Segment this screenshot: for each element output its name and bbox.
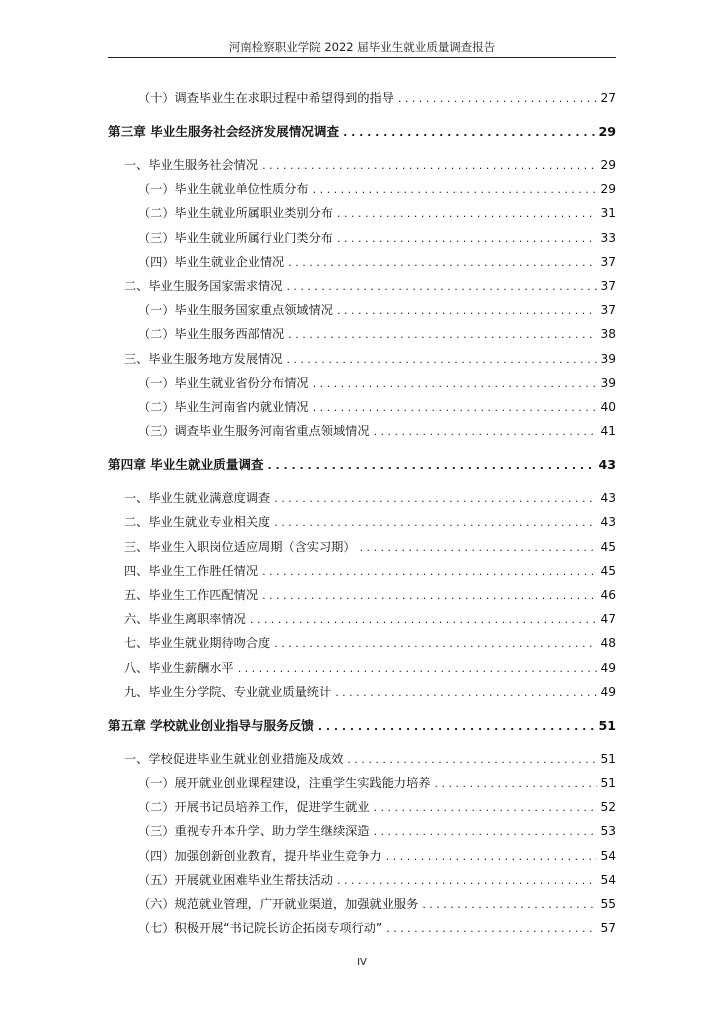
toc-entry-page: 43 — [600, 515, 616, 530]
running-header: 河南检察职业学院 2022 届毕业生就业质量调查报告 — [228, 40, 496, 54]
toc-entry-page: 54 — [600, 872, 616, 887]
toc-entry-page: 49 — [600, 660, 616, 675]
toc-subsection-entry[interactable] — [108, 326, 616, 343]
toc-section-entry[interactable] — [108, 514, 616, 531]
toc-entry-title: 二、毕业生服务国家需求情况 — [124, 279, 283, 293]
toc-entry-page: 55 — [600, 897, 616, 911]
toc-leader-dots — [238, 661, 598, 677]
toc-chapter-entry[interactable] — [108, 457, 616, 474]
toc-entry-title: 六、毕业生离职率情况 — [124, 612, 246, 627]
toc-leader-dots — [337, 206, 597, 222]
page-number: IV — [357, 957, 367, 968]
toc-entry-page: 53 — [600, 824, 616, 839]
toc-chapter-entry[interactable] — [108, 124, 616, 141]
toc-leader-dots — [286, 352, 597, 368]
toc-subsection-entry[interactable] — [108, 302, 616, 319]
toc-entry-title: （三）毕业生就业所属行业门类分布 — [138, 230, 333, 245]
toc-leader-dots — [274, 636, 597, 652]
toc-leader-dots — [337, 231, 597, 247]
toc-leader-dots — [347, 752, 597, 768]
toc-leader-dots — [262, 564, 597, 580]
toc-subsection-entry[interactable] — [108, 423, 616, 440]
toc-entry-page: 45 — [600, 539, 616, 554]
toc-leader-dots — [313, 182, 598, 198]
toc-leader-dots — [386, 849, 598, 865]
toc-leader-dots — [386, 921, 597, 937]
toc-entry-title: （六）规范就业管理，广开就业渠道，加强就业服务 — [138, 897, 419, 911]
toc-entry-page: 33 — [600, 230, 616, 245]
toc-leader-dots — [337, 303, 597, 319]
toc-entry-title: （一）毕业生就业单位性质分布 — [138, 182, 309, 197]
toc-entry-page: 51 — [598, 717, 616, 733]
toc-entry-page: 41 — [600, 424, 616, 439]
toc-entry-title: 三、毕业生入职岗位适应周期（含实习期） — [124, 539, 356, 554]
toc-entry-page: 38 — [600, 327, 616, 342]
toc-section-entry[interactable] — [108, 539, 616, 556]
toc-subsection-entry[interactable] — [108, 254, 616, 271]
toc-leader-dots — [360, 540, 598, 556]
toc-entry-page: 51 — [600, 776, 616, 790]
toc-entry-page: 43 — [598, 457, 616, 473]
toc-entry-page: 29 — [598, 124, 616, 139]
toc-entry-title: （二）毕业生河南省内就业情况 — [138, 400, 309, 414]
toc-entry-title: 第五章 学校就业创业指导与服务反馈 — [108, 717, 314, 733]
toc-entry-title: （三）重视专升本升学、助力学生继续深造 — [138, 824, 370, 839]
toc-leader-dots — [286, 279, 597, 295]
toc-entry-title: 三、毕业生服务地方发展情况 — [124, 351, 283, 366]
toc-entry-page: 39 — [600, 351, 616, 366]
toc-subsection-entry[interactable] — [108, 896, 616, 913]
toc-entry-title: 八、毕业生薪酬水平 — [124, 660, 234, 675]
toc-entry-title: 九、毕业生分学院、专业就业质量统计 — [124, 684, 332, 699]
toc-subsection-entry[interactable] — [108, 823, 616, 840]
toc-section-entry[interactable] — [108, 490, 616, 507]
toc-entry-page: 27 — [600, 91, 616, 105]
toc-entry-page: 45 — [600, 563, 616, 578]
toc-leader-dots — [374, 424, 598, 440]
toc-entry-title: （二）开展书记员培养工作，促进学生就业 — [138, 800, 370, 815]
toc-entry-page: 39 — [600, 375, 616, 390]
toc-section-entry[interactable] — [108, 751, 616, 768]
toc-leader-dots — [435, 776, 598, 792]
toc-leader-dots — [274, 491, 597, 507]
toc-entry-page: 48 — [600, 636, 616, 651]
toc-section-entry[interactable] — [108, 278, 616, 295]
toc-entry-page: 29 — [600, 158, 616, 172]
toc-subsection-entry[interactable] — [108, 230, 616, 247]
toc-entry-title: 一、学校促进毕业生就业创业措施及成效 — [124, 751, 344, 766]
toc-entry-title: （四）加强创新创业教育，提升毕业生竞争力 — [138, 848, 382, 863]
toc-leader-dots — [343, 125, 595, 141]
toc-entry-title: （四）毕业生就业企业情况 — [138, 254, 285, 269]
toc-leader-dots — [374, 824, 598, 840]
toc-section-entry[interactable] — [108, 684, 616, 701]
toc-entry-title: （五）开展就业困难毕业生帮扶活动 — [138, 872, 333, 887]
toc-entry-title: （一）毕业生就业省份分布情况 — [138, 375, 309, 390]
toc-section-entry[interactable] — [108, 660, 616, 677]
toc-subsection-entry[interactable] — [108, 205, 616, 222]
toc-section-entry[interactable] — [108, 587, 616, 604]
toc-leader-dots — [313, 376, 598, 392]
toc-entry-title: （七）积极开展“书记院长访企拓岗专项行动” — [138, 921, 383, 936]
toc-entry-title: 一、毕业生就业满意度调查 — [124, 491, 271, 506]
toc-section-entry[interactable] — [108, 611, 616, 628]
toc-leader-dots — [313, 400, 598, 416]
toc-entry-page: 57 — [600, 921, 616, 936]
toc-entry-title: （一）毕业生服务国家重点领域情况 — [138, 303, 333, 318]
toc-leader-dots — [288, 327, 597, 343]
toc-subsection-entry[interactable] — [108, 920, 616, 937]
toc-entry-page: 31 — [600, 206, 616, 221]
toc-subsection-entry[interactable] — [108, 775, 616, 792]
toc-entry-title: 二、毕业生就业专业相关度 — [124, 515, 271, 530]
toc-leader-dots — [274, 515, 597, 531]
toc-leader-dots — [337, 873, 597, 889]
toc-leader-dots — [262, 588, 597, 604]
toc-entry-title: 一、毕业生服务社会情况 — [124, 158, 259, 172]
toc-leader-dots — [262, 158, 597, 174]
toc-leader-dots — [398, 91, 598, 107]
toc-entry-title: （三）调查毕业生服务河南省重点领域情况 — [138, 424, 370, 439]
toc-leader-dots — [318, 719, 596, 735]
toc-leader-dots — [250, 612, 598, 628]
toc-entry-page: 52 — [600, 800, 616, 815]
toc-entry-title: 七、毕业生就业期待吻合度 — [124, 636, 271, 651]
toc-subsection-entry[interactable] — [108, 90, 616, 107]
toc-entry-page: 29 — [600, 182, 616, 197]
toc-leader-dots — [288, 255, 597, 271]
header-divider — [108, 57, 616, 58]
toc-entry-page: 49 — [600, 684, 616, 699]
toc-section-entry[interactable] — [108, 157, 616, 174]
toc-entry-page: 43 — [600, 491, 616, 506]
toc-section-entry[interactable] — [108, 563, 616, 580]
toc-entry-page: 47 — [600, 612, 616, 627]
toc-entry-title: 第四章 毕业生就业质量调查 — [108, 457, 264, 473]
toc-chapter-entry[interactable] — [108, 718, 616, 735]
toc-entry-page: 54 — [600, 848, 616, 863]
toc-entry-title: 第三章 毕业生服务社会经济发展情况调查 — [108, 124, 340, 139]
toc-entry-page: 37 — [600, 279, 616, 293]
toc-subsection-entry[interactable] — [108, 799, 616, 816]
toc-subsection-entry[interactable] — [108, 848, 616, 865]
toc-entry-title: （十）调查毕业生在求职过程中希望得到的指导 — [138, 91, 394, 105]
toc-subsection-entry[interactable] — [108, 181, 616, 198]
toc-subsection-entry[interactable] — [108, 399, 616, 416]
toc-subsection-entry[interactable] — [108, 872, 616, 889]
toc-entry-title: （一）展开就业创业课程建设，注重学生实践能力培养 — [138, 776, 431, 790]
toc-entry-title: 四、毕业生工作胜任情况 — [124, 563, 259, 578]
toc-entry-title: （二）毕业生服务西部情况 — [138, 327, 285, 342]
toc-entry-page: 37 — [600, 303, 616, 318]
toc-entry-page: 37 — [600, 254, 616, 269]
toc-leader-dots — [422, 897, 597, 913]
toc-section-entry[interactable] — [108, 351, 616, 368]
toc-entry-page: 40 — [600, 400, 616, 414]
toc-leader-dots — [374, 800, 598, 816]
toc-entry-page: 46 — [600, 588, 616, 602]
toc-entry-page: 51 — [600, 751, 616, 766]
toc-entry-title: 五、毕业生工作匹配情况 — [124, 588, 259, 602]
toc-leader-dots — [335, 685, 597, 701]
toc-leader-dots — [268, 458, 596, 474]
toc-entry-title: （二）毕业生就业所属职业类别分布 — [138, 206, 333, 221]
toc-section-entry[interactable] — [108, 635, 616, 652]
toc-subsection-entry[interactable] — [108, 375, 616, 392]
